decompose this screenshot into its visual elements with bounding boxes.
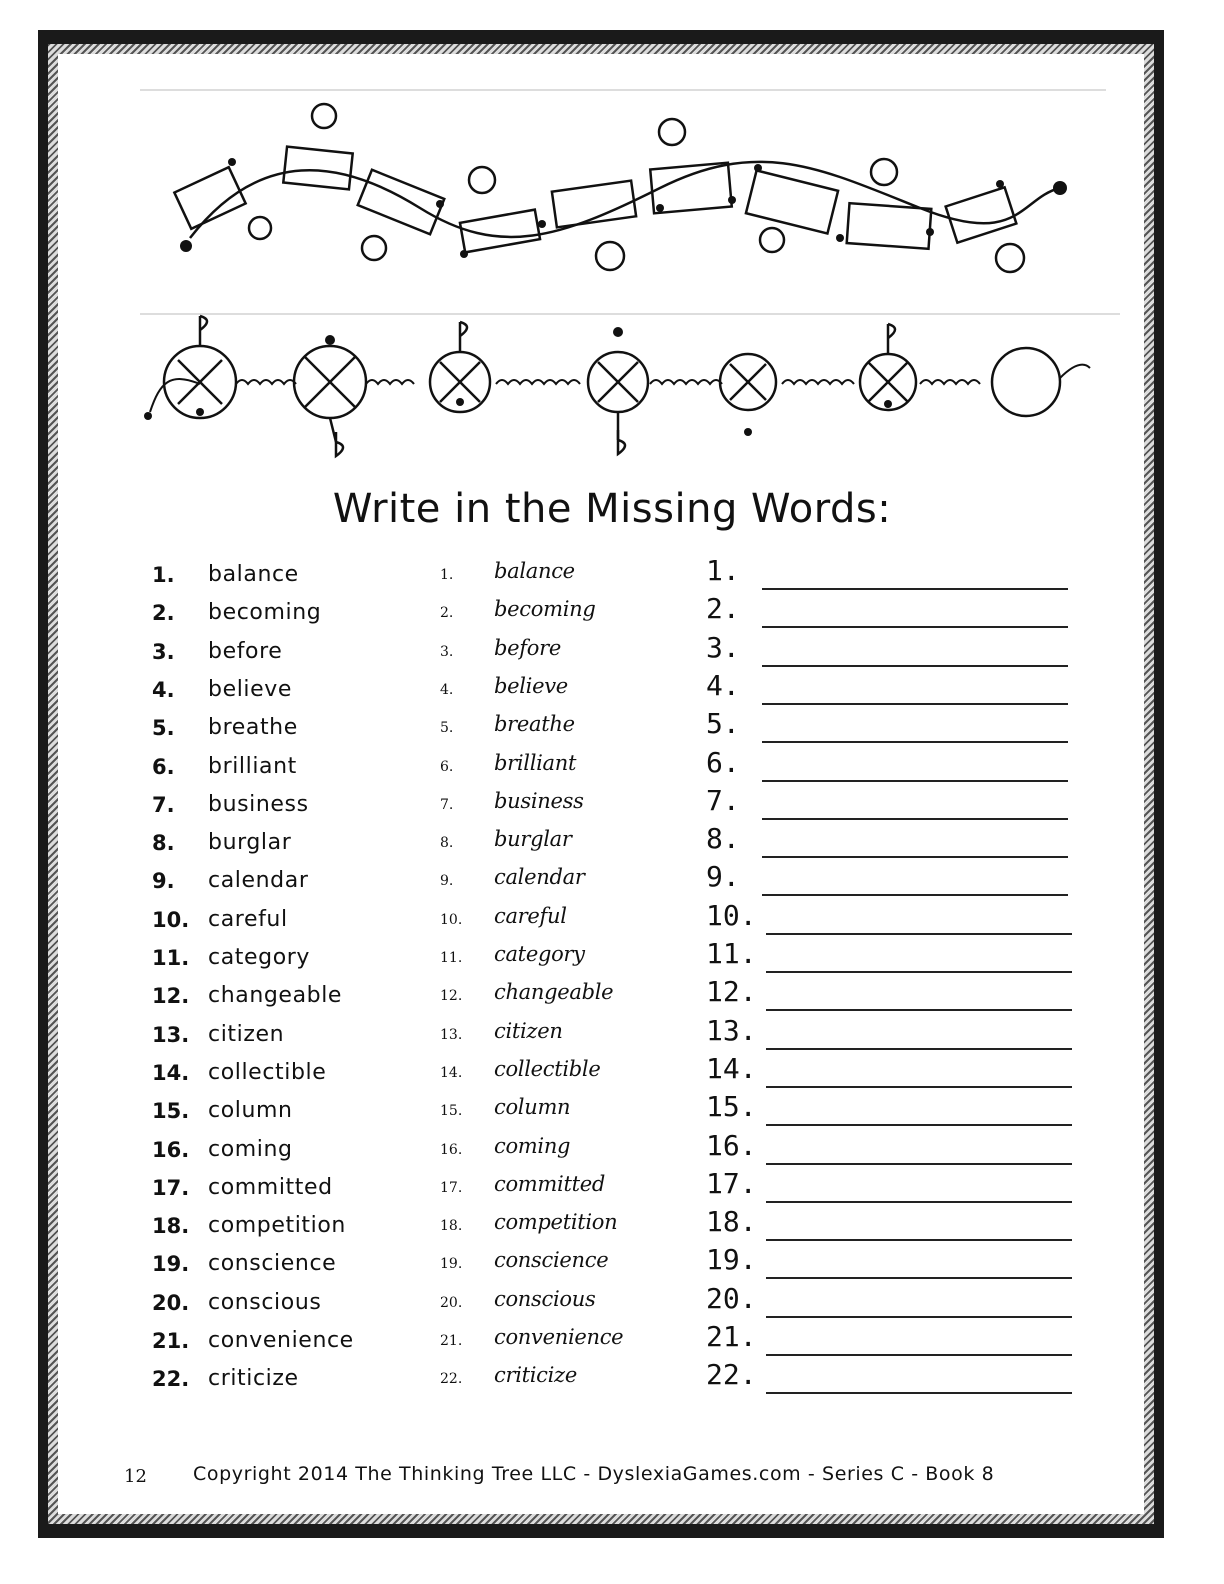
print-word-number: 1.: [152, 563, 175, 587]
blank-number: 16.: [706, 1129, 757, 1162]
cursive-word-number: 19.: [440, 1256, 463, 1272]
print-word: committed: [208, 1175, 333, 1200]
blank-number: 17.: [706, 1167, 757, 1200]
answer-blank-line[interactable]: [762, 665, 1068, 667]
print-word-number: 13.: [152, 1023, 190, 1047]
cursive-word: column: [494, 1095, 571, 1119]
print-word-number: 19.: [152, 1252, 190, 1276]
blank-number: 3.: [706, 631, 740, 664]
cursive-word-number: 15.: [440, 1103, 463, 1119]
blank-number: 9.: [706, 860, 740, 893]
print-word: category: [208, 945, 311, 970]
print-word-number: 3.: [152, 640, 175, 664]
cursive-word: citizen: [494, 1019, 563, 1043]
cursive-word: coming: [494, 1134, 571, 1158]
cursive-word-number: 10.: [440, 912, 463, 928]
print-word-number: 7.: [152, 793, 175, 817]
blank-number: 4.: [706, 669, 740, 702]
blank-number: 5.: [706, 707, 740, 740]
print-word-number: 21.: [152, 1329, 190, 1353]
print-word: breathe: [208, 715, 298, 740]
cursive-word: believe: [494, 674, 568, 698]
page-title: Write in the Missing Words:: [332, 486, 892, 532]
print-word-number: 5.: [152, 716, 175, 740]
cursive-word-number: 21.: [440, 1333, 463, 1349]
answer-blank-line[interactable]: [766, 1009, 1072, 1011]
cursive-word: becoming: [494, 597, 596, 621]
blank-number: 2.: [706, 592, 740, 625]
answer-blank-line[interactable]: [766, 971, 1072, 973]
answer-blank-line[interactable]: [766, 1316, 1072, 1318]
print-word-number: 6.: [152, 755, 175, 779]
print-word: conscience: [208, 1251, 337, 1276]
blank-number: 15.: [706, 1090, 757, 1123]
answer-blank-line[interactable]: [762, 741, 1068, 743]
print-word-number: 17.: [152, 1176, 190, 1200]
cursive-word-number: 16.: [440, 1142, 463, 1158]
cursive-word-number: 3.: [440, 644, 454, 660]
print-word: balance: [208, 562, 299, 587]
answer-blank-line[interactable]: [762, 703, 1068, 705]
answer-blank-line[interactable]: [766, 1048, 1072, 1050]
print-word: conscious: [208, 1290, 322, 1315]
answer-blank-line[interactable]: [762, 626, 1068, 628]
print-word-number: 20.: [152, 1291, 190, 1315]
cursive-word: convenience: [494, 1325, 624, 1349]
answer-blank-line[interactable]: [766, 933, 1072, 935]
cursive-word: conscience: [494, 1248, 609, 1272]
page-number: 12: [124, 1466, 147, 1487]
answer-blank-line[interactable]: [766, 1124, 1072, 1126]
cursive-word-number: 12.: [440, 988, 463, 1004]
print-word-number: 8.: [152, 831, 175, 855]
cursive-word: conscious: [494, 1287, 596, 1311]
blank-number: 7.: [706, 784, 740, 817]
blank-number: 22.: [706, 1358, 757, 1391]
cursive-word: before: [494, 636, 561, 660]
cursive-word-number: 7.: [440, 797, 454, 813]
print-word: becoming: [208, 600, 322, 625]
copyright-footer: Copyright 2014 The Thinking Tree LLC - DyslexiaGames.com - Series C - Book 8: [193, 1463, 995, 1485]
print-word: before: [208, 639, 283, 664]
cursive-word: careful: [494, 904, 567, 928]
doodle-chain-top: [140, 88, 1120, 288]
cursive-word-number: 14.: [440, 1065, 463, 1081]
cursive-word-number: 20.: [440, 1295, 463, 1311]
cursive-word-number: 6.: [440, 759, 454, 775]
print-word-number: 9.: [152, 869, 175, 893]
cursive-word-number: 17.: [440, 1180, 463, 1196]
cursive-word-number: 22.: [440, 1371, 463, 1387]
cursive-word-number: 2.: [440, 605, 454, 621]
blank-number: 6.: [706, 746, 740, 779]
blank-number: 20.: [706, 1282, 757, 1315]
print-word: business: [208, 792, 309, 817]
answer-blank-line[interactable]: [762, 818, 1068, 820]
doodle-chain-circles: [140, 312, 1120, 482]
answer-blank-line[interactable]: [766, 1201, 1072, 1203]
answer-blank-line[interactable]: [762, 894, 1068, 896]
print-word: citizen: [208, 1022, 285, 1047]
cursive-word: collectible: [494, 1057, 601, 1081]
blank-number: 1.: [706, 554, 740, 587]
print-word: coming: [208, 1137, 293, 1162]
answer-blank-line[interactable]: [766, 1239, 1072, 1241]
print-word: calendar: [208, 868, 309, 893]
print-word: collectible: [208, 1060, 327, 1085]
answer-blank-line[interactable]: [762, 856, 1068, 858]
cursive-word: breathe: [494, 712, 575, 736]
print-word-number: 2.: [152, 601, 175, 625]
answer-blank-line[interactable]: [762, 780, 1068, 782]
cursive-word: business: [494, 789, 584, 813]
answer-blank-line[interactable]: [766, 1354, 1072, 1356]
print-word-number: 22.: [152, 1367, 190, 1391]
blank-number: 13.: [706, 1014, 757, 1047]
answer-blank-line[interactable]: [766, 1392, 1072, 1394]
answer-blank-line[interactable]: [766, 1277, 1072, 1279]
print-word-number: 12.: [152, 984, 190, 1008]
print-word: column: [208, 1098, 293, 1123]
cursive-word: balance: [494, 559, 575, 583]
blank-number: 19.: [706, 1243, 757, 1276]
answer-blank-line[interactable]: [766, 1163, 1072, 1165]
print-word: burglar: [208, 830, 292, 855]
print-word: careful: [208, 907, 288, 932]
print-word: competition: [208, 1213, 346, 1238]
print-word: changeable: [208, 983, 343, 1008]
cursive-word: criticize: [494, 1363, 577, 1387]
cursive-word: category: [494, 942, 585, 966]
cursive-word: competition: [494, 1210, 618, 1234]
cursive-word: brilliant: [494, 751, 577, 775]
print-word-number: 11.: [152, 946, 190, 970]
cursive-word: committed: [494, 1172, 605, 1196]
print-word: believe: [208, 677, 293, 702]
print-word-number: 18.: [152, 1214, 190, 1238]
print-word-number: 14.: [152, 1061, 190, 1085]
cursive-word-number: 13.: [440, 1027, 463, 1043]
cursive-word: calendar: [494, 865, 585, 889]
print-word: criticize: [208, 1366, 299, 1391]
print-word: convenience: [208, 1328, 354, 1353]
cursive-word-number: 1.: [440, 567, 454, 583]
cursive-word: changeable: [494, 980, 614, 1004]
answer-blank-line[interactable]: [762, 588, 1068, 590]
blank-number: 18.: [706, 1205, 757, 1238]
blank-number: 14.: [706, 1052, 757, 1085]
cursive-word-number: 18.: [440, 1218, 463, 1234]
blank-number: 8.: [706, 822, 740, 855]
cursive-word-number: 5.: [440, 720, 454, 736]
cursive-word-number: 9.: [440, 873, 454, 889]
print-word-number: 4.: [152, 678, 175, 702]
cursive-word: burglar: [494, 827, 572, 851]
print-word-number: 16.: [152, 1138, 190, 1162]
blank-number: 11.: [706, 937, 757, 970]
blank-number: 21.: [706, 1320, 757, 1353]
print-word-number: 15.: [152, 1099, 190, 1123]
blank-number: 12.: [706, 975, 757, 1008]
blank-number: 10.: [706, 899, 757, 932]
cursive-word-number: 4.: [440, 682, 454, 698]
answer-blank-line[interactable]: [766, 1086, 1072, 1088]
cursive-word-number: 11.: [440, 950, 463, 966]
print-word-number: 10.: [152, 908, 190, 932]
print-word: brilliant: [208, 754, 297, 779]
cursive-word-number: 8.: [440, 835, 454, 851]
